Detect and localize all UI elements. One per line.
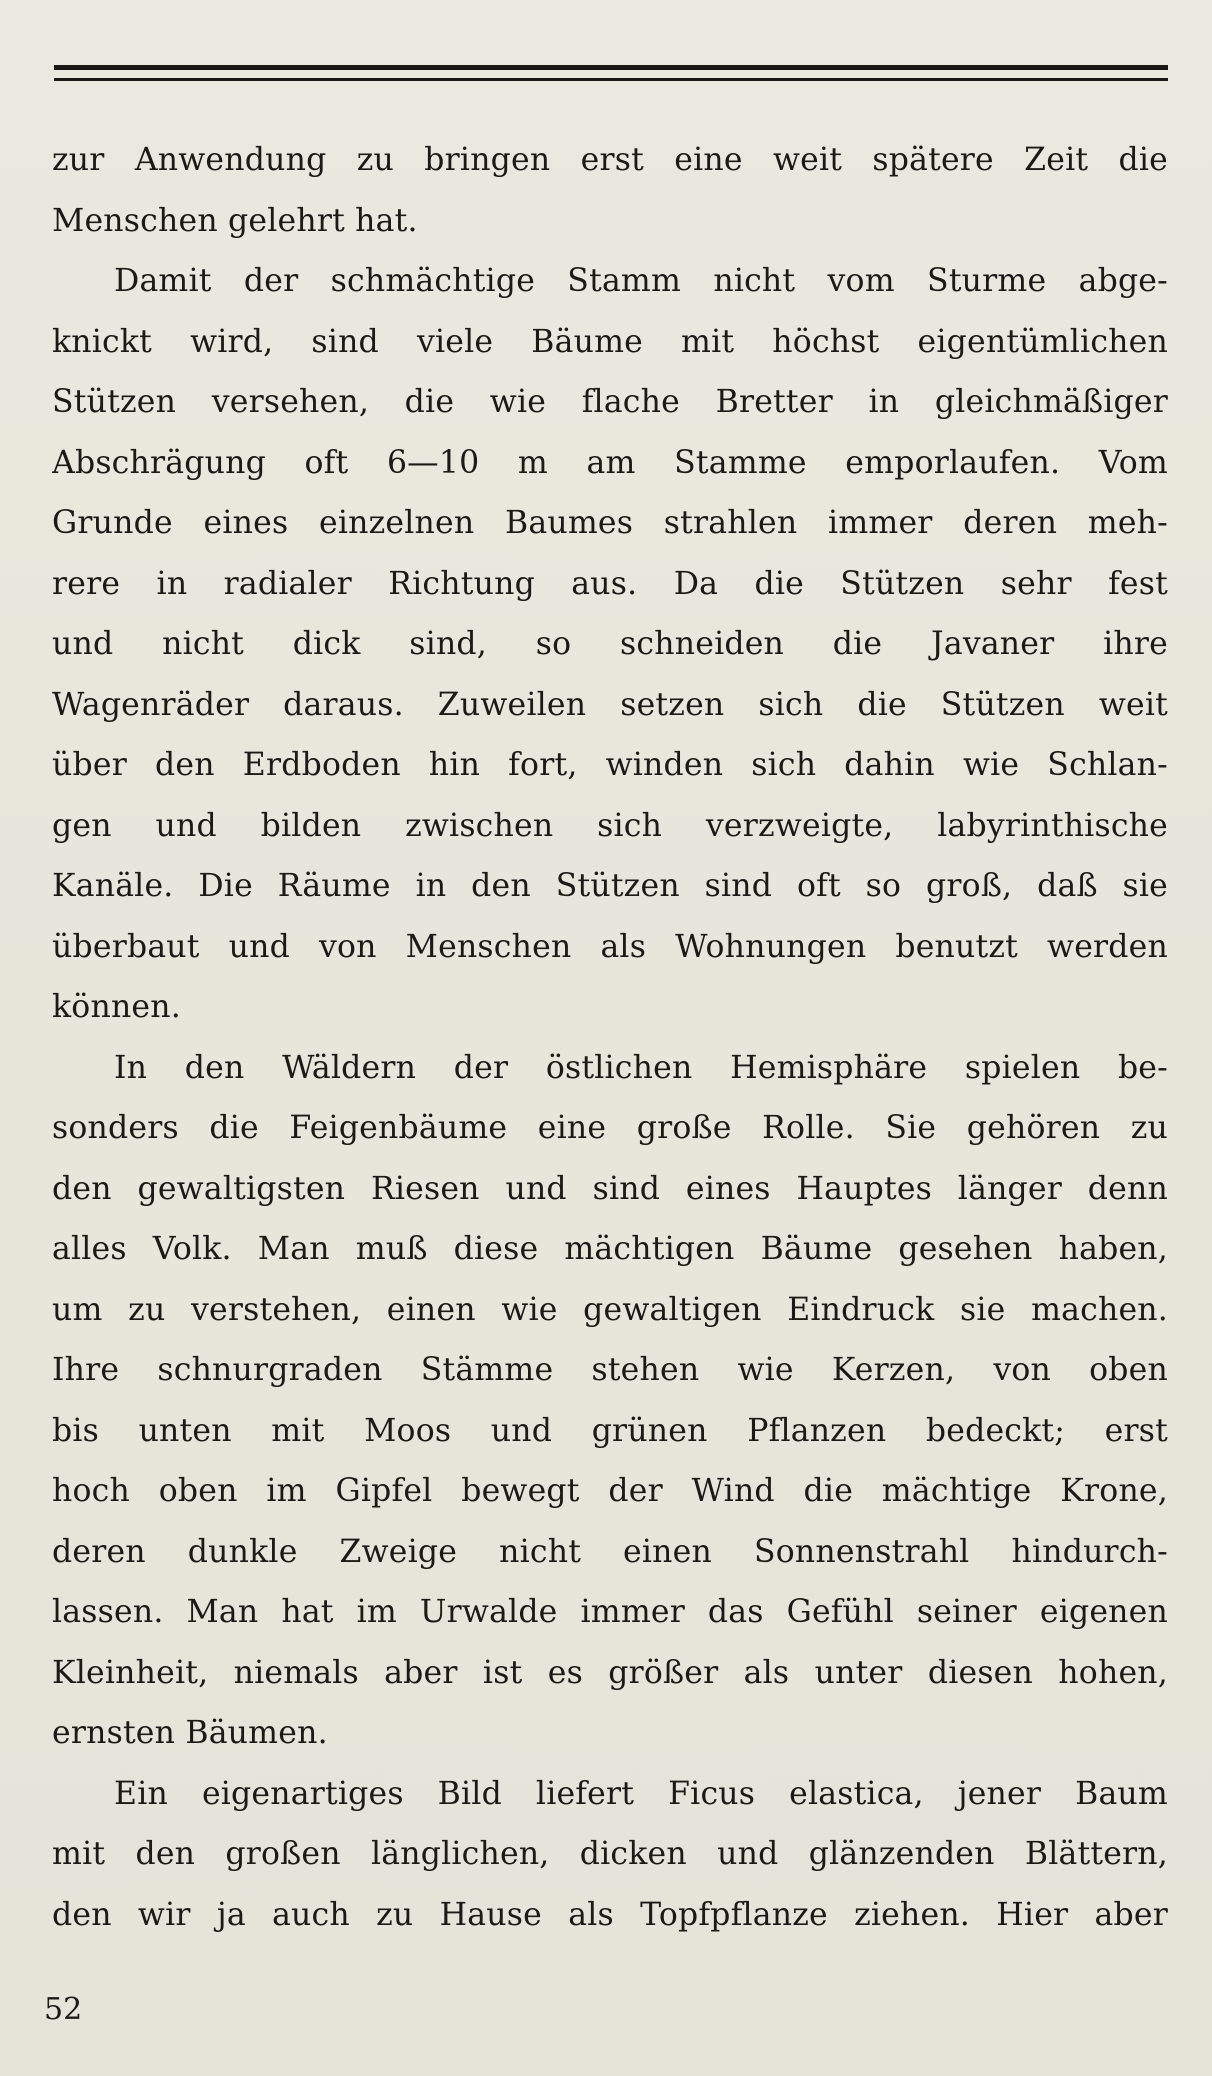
text-line: alles Volk. Man muß diese mächtigen Bäume gesehen haben, bbox=[52, 1231, 1168, 1267]
text-line: können. bbox=[52, 989, 181, 1025]
text-line: Ihre schnurgraden Stämme stehen wie Kerzen, von oben bbox=[52, 1352, 1168, 1388]
text-line: gen und bilden zwischen sich verzweigte, labyrinthische bbox=[52, 807, 1168, 844]
text-line: um zu verstehen, einen wie gewaltigen Eindruck sie machen. bbox=[52, 1291, 1168, 1328]
text-line: Grunde eines einzelnen Baumes strahlen immer deren meh- bbox=[52, 505, 1168, 541]
body-text bbox=[52, 130, 1168, 1945]
text-line: Wagenräder daraus. Zuweilen setzen sich die Stützen weit bbox=[52, 686, 1168, 723]
text-line: Kanäle. Die Räume in den Stützen sind oft so groß, daß sie bbox=[52, 868, 1168, 904]
text-line: Menschen gelehrt hat. bbox=[52, 202, 418, 239]
text-line: den wir ja auch zu Hause als Topfpflanze ziehen. Hier aber bbox=[52, 1896, 1168, 1933]
text-line: den gewaltigsten Riesen und sind eines Hauptes länger denn bbox=[52, 1170, 1168, 1207]
text-line: rere in radialer Richtung aus. Da die Stützen sehr fest bbox=[52, 565, 1168, 602]
text-line: hoch oben im Gipfel bewegt der Wind die mächtige Krone, bbox=[52, 1473, 1168, 1509]
header-rule-thin bbox=[54, 78, 1168, 81]
text-line: und nicht dick sind, so schneiden die Javaner ihre bbox=[52, 626, 1168, 662]
header-rule-thick bbox=[54, 65, 1168, 70]
text-line: überbaut und von Menschen als Wohnungen benutzt werden bbox=[52, 928, 1168, 965]
page-number: 52 bbox=[44, 1992, 83, 2027]
text-line: In den Wäldern der östlichen Hemisphäre spielen be- bbox=[114, 1049, 1168, 1086]
text-line: mit den großen länglichen, dicken und glänzenden Blättern, bbox=[52, 1836, 1168, 1872]
text-line: bis unten mit Moos und grünen Pflanzen bedeckt; erst bbox=[52, 1412, 1168, 1449]
text-line: knickt wird, sind viele Bäume mit höchst eigentümlichen bbox=[52, 323, 1168, 360]
text-line: deren dunkle Zweige nicht einen Sonnenstrahl hindurch- bbox=[52, 1533, 1168, 1570]
text-line: lassen. Man hat im Urwalde immer das Gefühl seiner eigenen bbox=[52, 1594, 1168, 1630]
text-line: Ein eigenartiges Bild liefert Ficus elastica, jener Baum bbox=[114, 1775, 1168, 1812]
text-line: sonders die Feigenbäume eine große Rolle. Sie gehören zu bbox=[52, 1110, 1168, 1146]
text-line: Kleinheit, niemals aber ist es größer als unter diesen hohen, bbox=[52, 1654, 1168, 1691]
text-line: Abschrägung oft 6—10 m am Stamme emporlaufen. Vom bbox=[52, 444, 1168, 481]
text-line: über den Erdboden hin fort, winden sich dahin wie Schlan- bbox=[52, 747, 1168, 783]
text-line: Damit der schmächtige Stamm nicht vom Sturme abge- bbox=[114, 263, 1168, 299]
text-line: zur Anwendung zu bringen erst eine weit spätere Zeit die bbox=[52, 142, 1168, 178]
text-line: ernsten Bäumen. bbox=[52, 1715, 328, 1751]
text-line: Stützen versehen, die wie flache Bretter in gleichmäßiger bbox=[52, 384, 1168, 420]
